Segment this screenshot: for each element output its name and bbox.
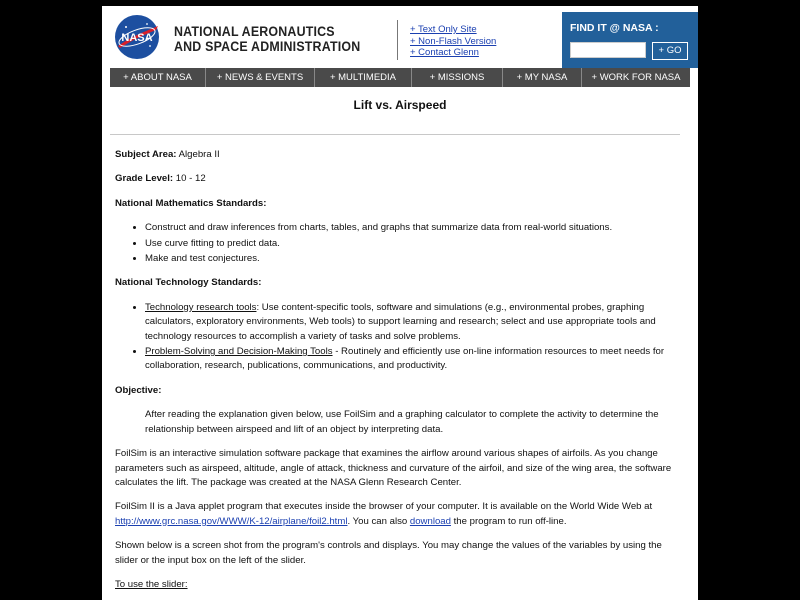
technology-research-tools-link[interactable]: Technology research tools bbox=[145, 301, 257, 313]
nav-missions[interactable]: + MISSIONS bbox=[412, 68, 503, 87]
page-container bbox=[102, 6, 698, 600]
contact-glenn-link[interactable]: + Contact Glenn bbox=[410, 47, 479, 58]
tech-standards-heading: National Technology Standards: bbox=[115, 277, 262, 289]
text-only-site-link[interactable]: + Text Only Site bbox=[410, 24, 477, 35]
subject-label: Subject Area: bbox=[115, 149, 177, 160]
tech-item2-text: - Routinely and efficiently use on-line information resources to meet needs for collaboration, research, publications, communications, and productivity. bbox=[145, 346, 665, 372]
nav-my-nasa[interactable]: + MY NASA bbox=[503, 68, 582, 87]
foilsim-intro: FoilSim is an interactive simulation software package that examines the airflow around various shapes of airfoils. As you change parameters such as airspeed, altitude, angle of attack, thickness and curvature of the airfoil, and size of the wing area, the software calculates the lift. The package was created at the NASA Glenn Research Center. bbox=[115, 448, 672, 488]
site-header bbox=[102, 6, 698, 68]
agency-name bbox=[174, 24, 377, 54]
header-links bbox=[410, 24, 496, 59]
subject-value: Algebra II bbox=[178, 149, 220, 160]
list-item: • Use curve fitting to predict data. bbox=[145, 237, 683, 251]
tech-item1-text: : Use content-specific tools, software and simulations (e.g., environmental probes, graphing calculators, exploratory environments, Web tools) to support learning and research; select and use appropriate tools and technology resources to accomplish a variety of tasks and solve problems. bbox=[145, 301, 656, 342]
logo-text: NASA bbox=[121, 32, 153, 44]
find-it-label: FIND IT @ NASA : bbox=[570, 22, 659, 34]
list-item: • Make and test conjectures. bbox=[145, 252, 683, 266]
grade-value: 10 - 12 bbox=[175, 173, 206, 185]
page-title: Lift vs. Airspeed bbox=[353, 98, 447, 112]
math-standards-list bbox=[115, 221, 683, 266]
objective-heading: Objective: bbox=[115, 384, 162, 396]
go-button[interactable]: + GO bbox=[652, 42, 688, 60]
main-nav bbox=[110, 68, 690, 87]
slider-heading bbox=[115, 578, 683, 592]
grade-label: Grade Level: bbox=[115, 173, 174, 185]
grade-level bbox=[115, 172, 683, 186]
para2-part-a: FoilSim II is a Java applet program that executes inside the browser of your computer. It is available on the World Wide Web at bbox=[115, 501, 653, 513]
nasa-logo[interactable] bbox=[114, 14, 160, 60]
list-item: • Construct and draw inferences from charts, tables, and graphs that summarize data from real-world situations. bbox=[145, 221, 683, 235]
list-item bbox=[145, 345, 683, 374]
search-input[interactable] bbox=[570, 42, 646, 58]
nav-work-for-nasa[interactable]: + WORK FOR NASA bbox=[591, 72, 681, 83]
para2-part-b: . You can also bbox=[347, 515, 410, 527]
list-item bbox=[145, 301, 683, 344]
title-divider bbox=[110, 134, 680, 135]
nav-multimedia[interactable]: + MULTIMEDIA bbox=[315, 68, 412, 87]
header-divider bbox=[397, 20, 398, 60]
download-link[interactable]: download bbox=[409, 515, 451, 527]
tech-standards-list bbox=[115, 301, 683, 374]
agency-name-line1: NATIONAL AERONAUTICS bbox=[174, 24, 335, 39]
problem-solving-tools-link[interactable]: Problem-Solving and Decision-Making Tools bbox=[145, 346, 333, 358]
nav-about-nasa[interactable]: + ABOUT NASA bbox=[110, 68, 206, 87]
math-standards-heading: National Mathematics Standards: bbox=[115, 197, 267, 209]
para2-part-c: the program to run off-line. bbox=[450, 515, 567, 527]
main-content bbox=[115, 148, 683, 600]
find-it-panel bbox=[562, 12, 698, 68]
objective-text: After reading the explanation given below, use FoilSim and a graphing calculator to complete the activity to determine the relationship between airspeed and lift of an object by interpreting data. bbox=[145, 409, 659, 435]
screenshot-paragraph: Shown below is a screen shot from the program's controls and displays. You may change the values of the variables by using the slider or the input box on the left of the slider. bbox=[115, 540, 662, 566]
non-flash-version-link[interactable]: + Non-Flash Version bbox=[410, 35, 497, 47]
nav-news-events[interactable]: + NEWS & EVENTS bbox=[206, 68, 315, 87]
foilsim-java-paragraph bbox=[115, 500, 683, 529]
agency-name-line2: AND SPACE ADMINISTRATION bbox=[174, 39, 361, 54]
subject-area bbox=[115, 148, 683, 162]
slider-heading-text: To use the slider: bbox=[115, 578, 188, 590]
foilsim-url-link[interactable]: http://www.grc.nasa.gov/WWW/K-12/airplane/foil2.html bbox=[115, 515, 348, 527]
